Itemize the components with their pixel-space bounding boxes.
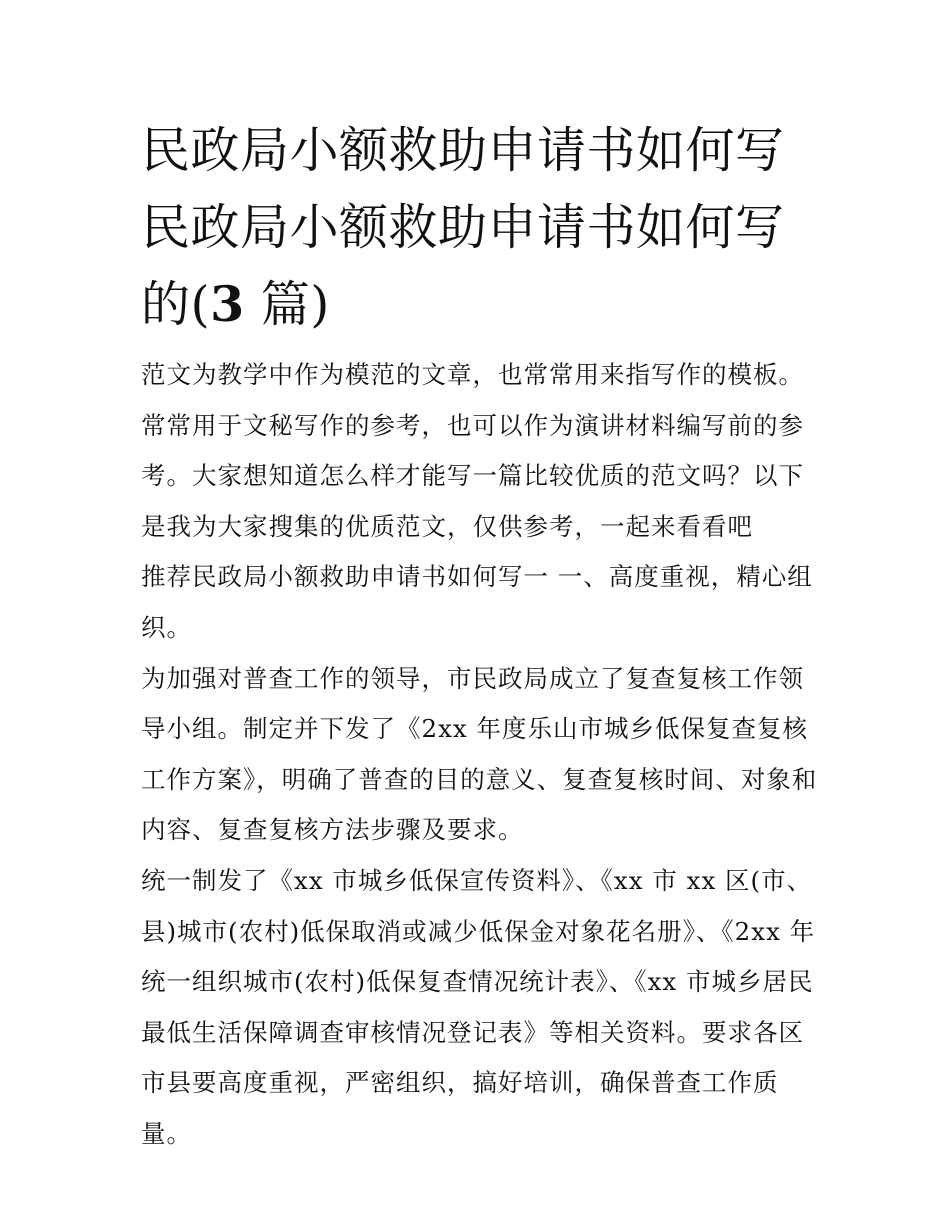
paragraph-recommend: 推荐民政局小额救助申请书如何写一 一、高度重视，精心组织。 [141,562,813,642]
paragraph-intro: 范文为教学中作为模范的文章，也常常用来指写作的模板。常常用于文秘写作的参考，也可以作为演讲材料编写前的参考。大家想知道怎么样才能写一篇比较优质的范文吗？以下是我为大家搜集的优质范文，仅供参考，一起来看看吧 [141,360,804,541]
document-body [141,350,821,1160]
title-line-3-suffix: 篇) [244,276,330,333]
paragraph-leadership: 为加强对普查工作的领导，市民政局成立了复查复核工作领导小组。制定并下发了《2xx 年度乐山市城乡低保复查复核工作方案》，明确了普查的目的意义、复查复核时间、对象和内容、复查复核方法步骤及要求。 [141,663,818,845]
title-line-3-prefix: 的( [141,276,211,333]
title-line-3-number: 3 [210,275,245,333]
document-title [141,112,821,343]
document-page [141,112,821,1160]
title-line-1: 民政局小额救助申请书如何写 [141,122,785,179]
title-line-2: 民政局小额救助申请书如何写 [141,199,785,256]
paragraph-materials: 统一制发了《xx 市城乡低保宣传资料》、《xx 市 xx 区(市、县)城市(农村)低保取消或减少低保金对象花名册》、《2xx 年统一组织城市(农村)低保复查情况统计表》、《xx 市城乡居民最低生活保障调查审核情况登记表》等相关资料。要求各区市县要高度重视，严密组织，搞好培训，确保普查工作质量。 [141,865,816,1148]
